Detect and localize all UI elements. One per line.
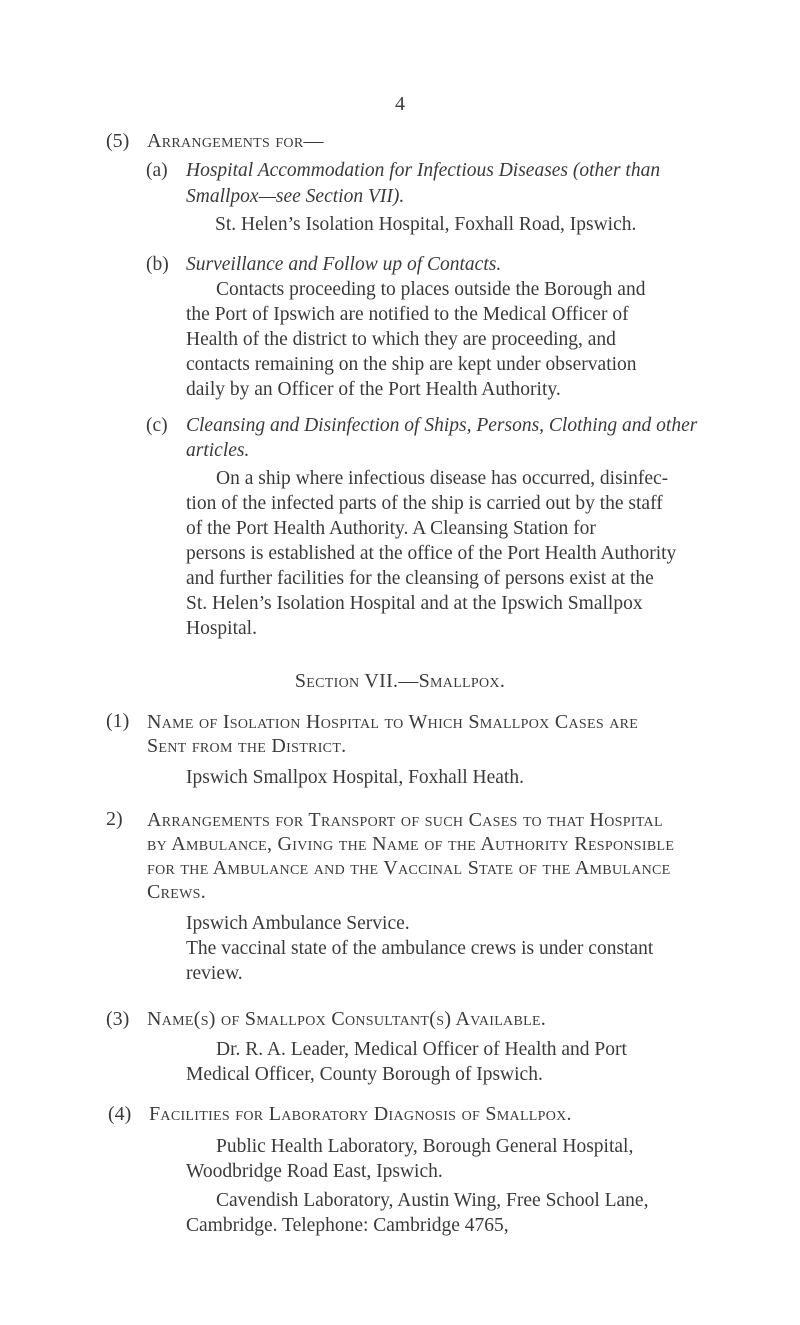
section-7-item-4-heading: Facilities for Laboratory Diagnosis of Smallpox.: [149, 1103, 572, 1125]
text-line: On a ship where infectious disease has occurred, disinfec-: [216, 468, 669, 489]
section-7-item-3-number: (3): [106, 1008, 130, 1030]
section-7-item-3-heading: Name(s) of Smallpox Consultant(s) Available.: [147, 1008, 547, 1030]
heading-line: for the Ambulance and the Vaccinal State of the Ambulance: [147, 857, 671, 879]
text-line: Public Health Laboratory, Borough General Hospital,: [216, 1136, 634, 1157]
text-line: the Port of Ipswich are notified to the Medical Officer of: [186, 304, 629, 325]
section-7-item-2-heading: [147, 808, 674, 904]
text-line: Health of the district to which they are proceeding, and: [186, 329, 616, 350]
section-7-item-1-heading: [147, 710, 638, 758]
item-a-title-line-1: Hospital Accommodation for Infectious Diseases (other than: [186, 160, 661, 181]
text-line: Dr. R. A. Leader, Medical Officer of Health and Port: [216, 1039, 627, 1060]
text-line: Hospital.: [186, 618, 257, 639]
section-7-item-2-number: 2): [106, 808, 123, 830]
heading-line: Sent from the District.: [147, 735, 347, 757]
text-line: tion of the infected parts of the ship is carried out by the staff: [186, 493, 663, 514]
item-a-title-line-2: Smallpox—see Section VII).: [186, 186, 405, 207]
text-line: persons is established at the office of the Port Health Authority: [186, 543, 677, 564]
section-7-item-2-text: [186, 911, 746, 986]
text-line: Cambridge. Telephone: Cambridge 4765,: [186, 1215, 509, 1236]
text-line: Cavendish Laboratory, Austin Wing, Free School Lane,: [216, 1190, 649, 1211]
text-line: Contacts proceeding to places outside the Borough and: [216, 279, 646, 300]
item-c-label: (c): [146, 415, 168, 436]
item-c-title-line-2: articles.: [186, 440, 250, 461]
text-line: review.: [186, 963, 243, 984]
section-7-item-1-number: (1): [106, 710, 130, 732]
section-7-item-4-number: (4): [108, 1103, 132, 1125]
text-line: contacts remaining on the ship are kept under observation: [186, 354, 637, 375]
section-7-item-1-text: Ipswich Smallpox Hospital, Foxhall Heath.: [186, 767, 524, 788]
item-a-text: St. Helen’s Isolation Hospital, Foxhall Road, Ipswich.: [215, 214, 637, 235]
text-line: and further facilities for the cleansing of persons exist at the: [186, 568, 654, 589]
page-number: 4: [395, 93, 405, 115]
text-line: of the Port Health Authority. A Cleansing Station for: [186, 518, 596, 539]
text-line: The vaccinal state of the ambulance crews is under constant: [186, 938, 654, 959]
item-c-title-line-1: Cleansing and Disinfection of Ships, Persons, Clothing and other: [186, 415, 698, 436]
heading-line: by Ambulance, Giving the Name of the Authority Responsible: [147, 833, 675, 855]
section-7-item-4-text: [186, 1134, 746, 1238]
section-7-title: Section VII.—Smallpox.: [294, 670, 506, 692]
item-b-title: Surveillance and Follow up of Contacts.: [186, 254, 502, 275]
item-c-paragraph: [186, 466, 746, 641]
text-line: Ipswich Ambulance Service.: [186, 913, 410, 934]
text-line: Medical Officer, County Borough of Ipswich.: [186, 1064, 543, 1085]
section-5-number: (5): [106, 130, 130, 152]
heading-line: Name of Isolation Hospital to Which Smallpox Cases are: [147, 711, 639, 733]
text-line: St. Helen’s Isolation Hospital and at the Ipswich Smallpox: [186, 593, 643, 614]
item-b-label: (b): [146, 254, 169, 275]
item-b-paragraph: [186, 277, 746, 402]
section-7-item-3-text: [186, 1037, 746, 1087]
item-a-label: (a): [146, 160, 168, 181]
text-line: daily by an Officer of the Port Health Authority.: [186, 379, 561, 400]
section-5-heading: Arrangements for—: [147, 130, 324, 152]
heading-line: Arrangements for Transport of such Cases to that Hospital: [147, 809, 663, 831]
heading-line: Crews.: [147, 881, 207, 903]
text-line: Woodbridge Road East, Ipswich.: [186, 1161, 443, 1182]
